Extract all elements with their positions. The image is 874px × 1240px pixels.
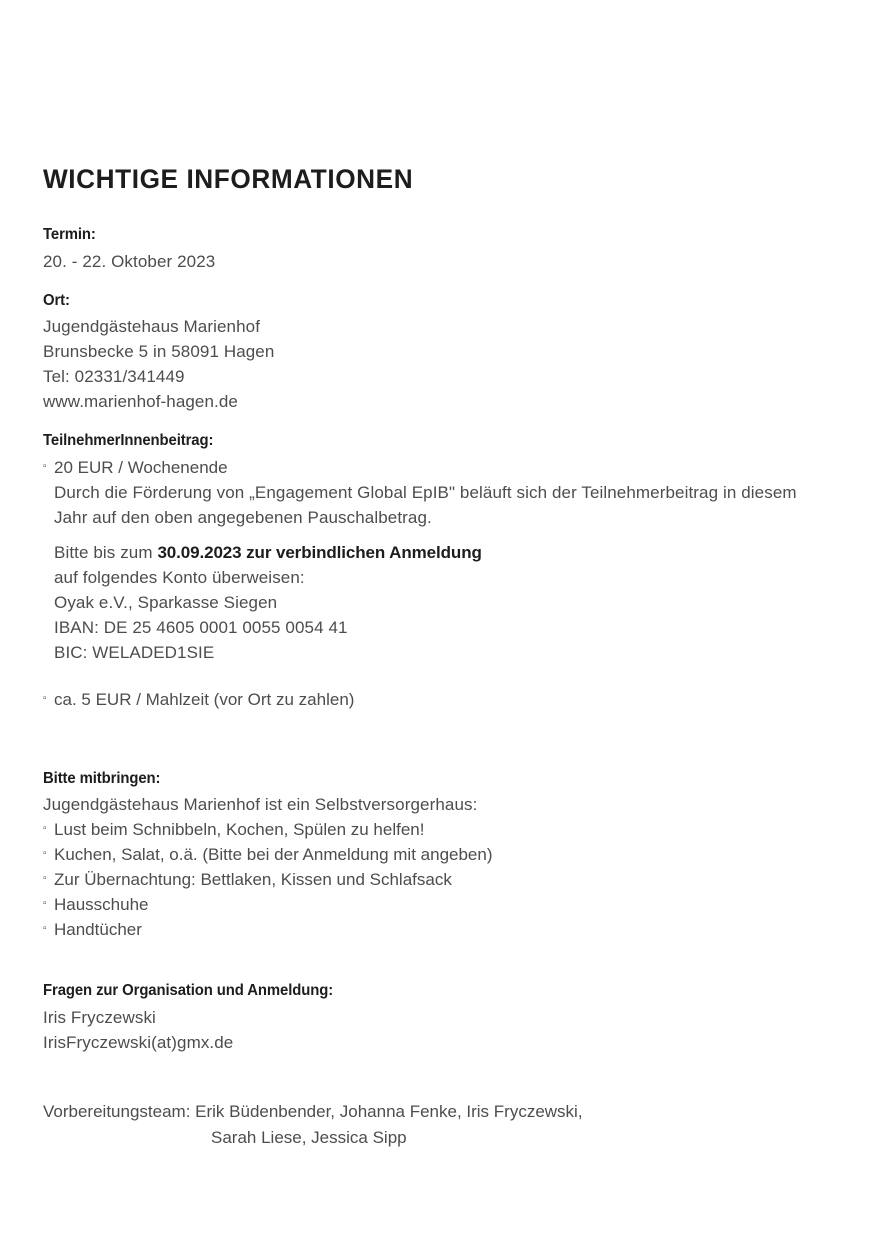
payment-block bbox=[43, 540, 814, 665]
beitrag-fee: 20 EUR / Wochenende bbox=[54, 457, 228, 477]
section-heading-mitbringen: Bitte mitbringen: bbox=[43, 769, 161, 787]
mitbringen-item-0: Lust beim Schnibbeln, Kochen, Spülen zu helfen! bbox=[54, 820, 425, 840]
section-heading-termin: Termin: bbox=[43, 226, 96, 244]
page-title: WICHTIGE INFORMATIONEN bbox=[43, 164, 414, 194]
payment-deadline-line bbox=[54, 540, 814, 565]
termin-date: 20. - 22. Oktober 2023 bbox=[43, 251, 216, 271]
bullet-square-icon: ▫ bbox=[43, 923, 47, 935]
section-beitrag bbox=[43, 430, 814, 711]
section-heading-ort: Ort: bbox=[43, 291, 70, 309]
section-mitbringen bbox=[43, 768, 814, 942]
spacer bbox=[43, 530, 814, 540]
ort-address: Brunsbecke 5 in 58091 Hagen bbox=[43, 342, 275, 362]
section-ort bbox=[43, 290, 814, 414]
bullet-square-icon: ▫ bbox=[43, 460, 47, 472]
bullet-square-icon: ▫ bbox=[43, 898, 47, 910]
mitbringen-item-4: Handtücher bbox=[54, 920, 142, 940]
bullet-square-icon: ▫ bbox=[43, 692, 47, 704]
list-item bbox=[43, 892, 814, 917]
section-heading-fragen: Fragen zur Organisation und Anmeldung: bbox=[43, 982, 334, 1000]
footer-line-2: Sarah Liese, Jessica Sipp bbox=[211, 1127, 407, 1147]
spacer bbox=[43, 728, 814, 768]
list-item bbox=[43, 867, 814, 892]
section-fragen bbox=[43, 980, 814, 1054]
beitrag-meal-cost: ca. 5 EUR / Mahlzeit (vor Ort zu zahlen) bbox=[54, 689, 355, 709]
bullet-square-icon: ▫ bbox=[43, 848, 47, 860]
mitbringen-item-3: Hausschuhe bbox=[54, 895, 149, 915]
list-item bbox=[43, 455, 814, 480]
contact-name: Iris Fryczewski bbox=[43, 1007, 156, 1027]
bullet-square-icon: ▫ bbox=[43, 823, 47, 835]
ort-website[interactable]: www.marienhof-hagen.de bbox=[43, 392, 238, 412]
spacer bbox=[43, 958, 814, 980]
bullet-square-icon: ▫ bbox=[43, 873, 47, 885]
payment-account-holder: Oyak e.V., Sparkasse Siegen bbox=[54, 592, 278, 612]
beitrag-funding-note: Durch die Förderung von „Engagement Global EpIB" beläuft sich der Teilnehmerbeitrag in diesem Jahr auf den oben angegebenen Pauschalbetrag. bbox=[54, 482, 797, 527]
list-item bbox=[43, 842, 814, 867]
list-item bbox=[43, 817, 814, 842]
ort-phone: Tel: 02331/341449 bbox=[43, 367, 185, 387]
payment-deadline-prefix: Bitte bis zum bbox=[54, 542, 158, 562]
spacer bbox=[43, 665, 814, 687]
mitbringen-item-1: Kuchen, Salat, o.ä. (Bitte bei der Anmeldung mit angeben) bbox=[54, 845, 493, 865]
payment-deadline-bold: 30.09.2023 zur verbindlichen Anmeldung bbox=[157, 542, 482, 562]
list-item bbox=[43, 917, 814, 942]
payment-bic: BIC: WELADED1SIE bbox=[54, 642, 215, 662]
mitbringen-item-2: Zur Übernachtung: Bettlaken, Kissen und Schlafsack bbox=[54, 870, 452, 890]
payment-iban: IBAN: DE 25 4605 0001 0055 0054 41 bbox=[54, 617, 348, 637]
ort-venue: Jugendgästehaus Marienhof bbox=[43, 317, 261, 337]
section-heading-beitrag: TeilnehmerInnenbeitrag: bbox=[43, 432, 214, 450]
footer-line-1: Vorbereitungsteam: Erik Büdenbender, Johanna Fenke, Iris Fryczewski, bbox=[43, 1101, 583, 1121]
list-item bbox=[43, 687, 814, 712]
footer-preparation-team bbox=[43, 1099, 814, 1151]
section-termin bbox=[43, 224, 814, 273]
mitbringen-intro: Jugendgästehaus Marienhof ist ein Selbstversorgerhaus: bbox=[43, 795, 478, 815]
payment-instruction: auf folgendes Konto überweisen: bbox=[54, 567, 305, 587]
contact-email[interactable]: IrisFryczewski(at)gmx.de bbox=[43, 1032, 234, 1052]
